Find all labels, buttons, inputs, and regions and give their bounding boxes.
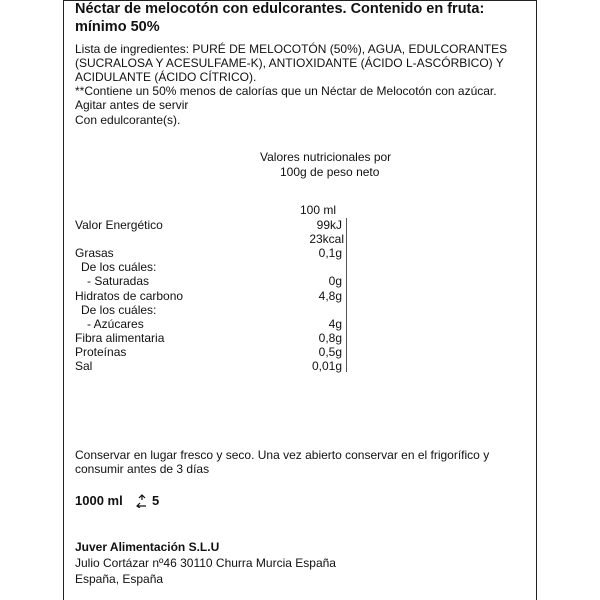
nutrition-label-energy: Valor Energético (75, 218, 163, 232)
ingredients-line-2: (SUCRALOSA Y ACESULFAME-K), ANTIOXIDANTE (ÁCIDO L-ASCÓRBICO) Y (75, 56, 504, 70)
recycle-icon (136, 494, 148, 508)
nutrition-label-carbohydrates: Hidratos de carbono (75, 289, 184, 303)
nutrition-label-saturates: - Saturadas (87, 274, 150, 288)
storage-line-1: Conservar en lugar fresco y seco. Una vez abierto conservar en el frigorífico y (75, 448, 490, 462)
recycle-code: 5 (152, 493, 160, 508)
ingredients-line-1: Lista de ingredientes: PURÉ DE MELOCOTÓN (50%), AGUA, EDULCORANTES (75, 42, 508, 56)
nutrition-value-energy-kcal: 23kcal (309, 232, 344, 246)
nutrition-label-sugars: - Azúcares (87, 317, 144, 331)
nutrition-header-line2: 100g de peso neto (280, 165, 380, 179)
ingredients-line-3: ACIDULANTE (ÁCIDO CÍTRICO). (75, 70, 257, 84)
product-title-line1: Néctar de melocotón con edulcorantes. Contenido en fruta: (75, 1, 485, 17)
storage-line-2: consumir antes de 3 días (75, 462, 210, 476)
nutrition-label-of-which: De los cuáles: (81, 260, 157, 274)
company-address: Julio Cortázar nº46 30110 Churra Murcia España (75, 556, 336, 570)
nutrition-value-salt: 0,01g (311, 359, 342, 373)
product-title-line2: mínimo 50% (75, 19, 160, 35)
company-name: Juver Alimentación S.L.U (75, 540, 220, 554)
shake-instruction: Agitar antes de servir (75, 98, 189, 112)
nutrition-value-fibre: 0,8g (318, 331, 342, 345)
nutrition-label-protein: Proteínas (75, 345, 127, 359)
nutrition-label-of-which-2: De los cuáles: (81, 303, 157, 317)
nutrition-value-energy-kj: 99kJ (316, 218, 342, 232)
calorie-claim: **Contiene un 50% menos de calorías que un Néctar de Melocotón con azúcar. (75, 84, 497, 98)
nutrition-column-header: 100 ml (300, 203, 337, 217)
nutrition-value-sugars: 4g (328, 317, 342, 331)
sweetener-note: Con edulcorante(s). (75, 113, 181, 127)
nutrition-value-divider (346, 218, 347, 372)
nutrition-value-carbohydrates: 4,8g (318, 289, 342, 303)
nutrition-label-fat: Grasas (75, 246, 114, 260)
net-volume: 1000 ml (75, 493, 123, 508)
nutrition-label-salt: Sal (75, 359, 93, 373)
nutrition-value-protein: 0,5g (318, 345, 342, 359)
nutrition-header-line1: Valores nutricionales por (260, 150, 392, 164)
nutrition-value-fat: 0,1g (318, 246, 342, 260)
nutrition-value-saturates: 0g (328, 274, 342, 288)
company-country: España, España (75, 572, 164, 586)
nutrition-label-fibre: Fibra alimentaria (75, 331, 165, 345)
